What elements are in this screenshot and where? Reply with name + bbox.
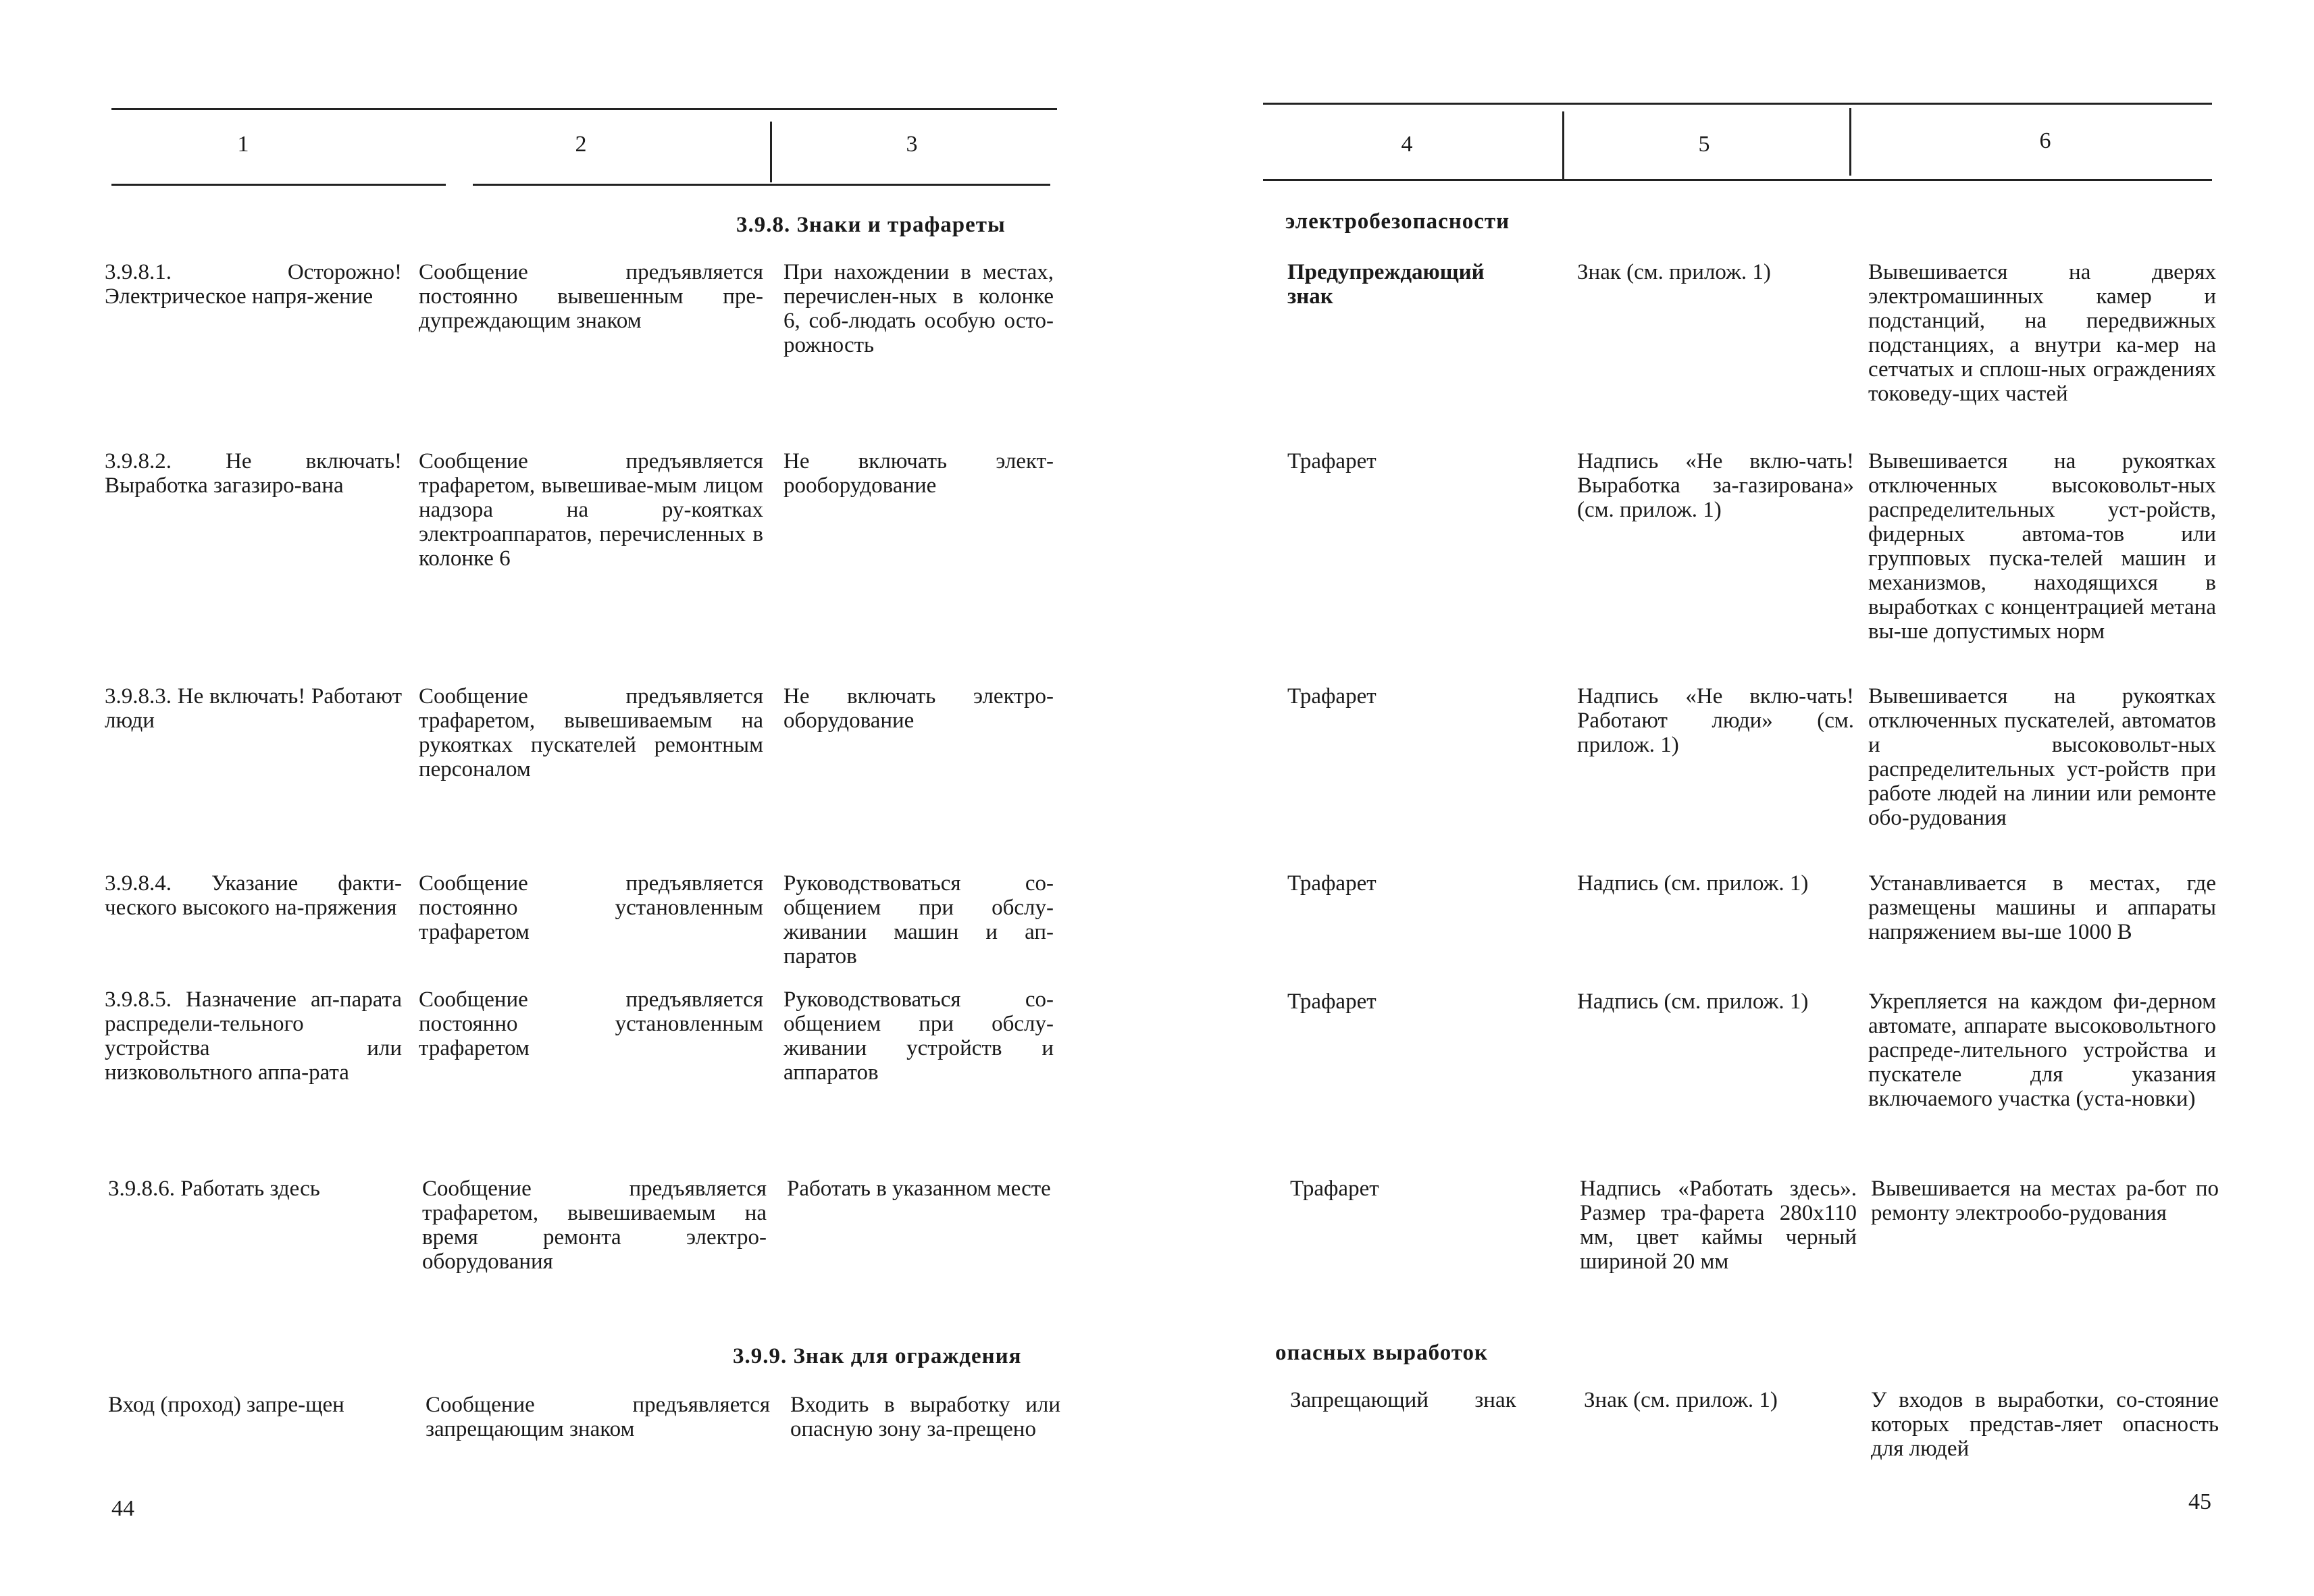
- column-number-3: 3: [906, 132, 918, 157]
- header-bottom-rule: [1263, 179, 2212, 181]
- table-cell-c4: Трафарет: [1290, 1177, 1379, 1201]
- table-cell-c3: Не включать электро-оборудование: [783, 684, 1054, 733]
- table-cell-c1: 3.9.8.3. Не включать! Работают люди: [105, 684, 402, 733]
- table-cell-c2: Сообщение предъявляется постоянно установленным трафаретом: [419, 987, 763, 1060]
- table-cell-c1: 3.9.8.6. Работать здесь: [108, 1177, 320, 1201]
- page-number: 44: [111, 1496, 134, 1521]
- table-cell-c6: Вывешивается на рукоятках отключенных пускателей, автоматов и высоковольт-ных распределительных уст-ройств при работе людей на линии или ремонте обо-рудования: [1868, 684, 2216, 830]
- table-cell-c3: Руководствоваться со-общением при обслу-живании устройств и аппаратов: [783, 987, 1054, 1085]
- table-cell-c4: Трафарет: [1287, 871, 1377, 896]
- table-cell-c3: При нахождении в местах, перечислен-ных в колонке 6, соб-людать особую осто-рожность: [783, 260, 1054, 357]
- table-top-rule: [1263, 103, 2212, 105]
- column-number-6: 6: [2039, 128, 2051, 153]
- table-cell-c3: Работать в указанном месте: [787, 1177, 1051, 1201]
- column-number-4: 4: [1401, 132, 1413, 157]
- column-divider: [1562, 111, 1564, 179]
- table-cell-c1: 3.9.8.4. Указание факти-ческого высокого на-пряжения: [105, 871, 402, 920]
- table-cell-c2: Сообщение предъявляется постоянно вывешенным пре-дупреждающим знаком: [419, 260, 763, 333]
- table-cell-c2: Сообщение предъявляется трафаретом, вывешиваемым на время ремонта электро-оборудования: [422, 1177, 767, 1274]
- section-heading: электробезопасности: [1285, 209, 1510, 234]
- table-cell-c1: 3.9.8.5. Назначение ап-парата распредели-тельного устройства или низковольтного аппа-рата: [105, 987, 402, 1085]
- table-cell-c6: Вывешивается на рукоятках отключенных высоковольт-ных распределительных уст-ройств, фидерных автома-тов или групповых пускa-телей машин и механизмов, находящихся в выработках с концентрацией метана вы-ше допустимых норм: [1868, 449, 2216, 644]
- table-cell-c1: 3.9.8.1. Осторожно! Электрическое напря-жение: [105, 260, 402, 309]
- table-cell-c6: Вывешивается на дверях электромашинных камер и подстанций, на передвижных подстанциях, а внутри ка-мер на сетчатых и сплош-ных ограждениях токоведу-щих частей: [1868, 260, 2216, 406]
- section-heading: 3.9.9. Знак для ограждения: [733, 1344, 1022, 1368]
- table-cell-c2: Сообщение предъявляется трафаретом, вывешиваемым на рукоятках пускателей ремонтным персоналом: [419, 684, 763, 781]
- table-cell-c4: Предупреждающий знак: [1287, 260, 1485, 309]
- column-number-5: 5: [1698, 132, 1710, 157]
- table-cell-c4: Трафарет: [1287, 989, 1377, 1014]
- right-page: [1157, 0, 2314, 1596]
- table-cell-c6: Вывешивается на местах ра-бот по ремонту электрообо-рудования: [1871, 1177, 2219, 1225]
- section-heading: 3.9.8. Знаки и трафареты: [736, 213, 1006, 237]
- table-cell-c5: Надпись «Работать здесь». Размер тра-фарета 280x110 мм, цвет каймы черный шириной 20 мм: [1580, 1177, 1857, 1274]
- table-cell-c3: Не включать элект-рооборудование: [783, 449, 1054, 498]
- table-cell-c2: Сообщение предъявляется трафаретом, вывешивае-мым лицом надзора на ру-коятках электроаппаратов, перечисленных в колонке 6: [419, 449, 763, 571]
- column-divider: [1849, 108, 1851, 176]
- table-cell-c2: Сообщение предъявляется постоянно установленным трафаретом: [419, 871, 763, 944]
- column-number-1: 1: [237, 132, 249, 157]
- table-cell-c5: Знак (см. прилож. 1): [1577, 260, 1771, 284]
- table-cell-c1: Вход (проход) запре-щен: [108, 1393, 344, 1417]
- table-cell-c1: 3.9.8.2. Не включать! Выработка загазиро-вана: [105, 449, 402, 498]
- column-divider: [770, 122, 772, 182]
- table-cell-c5: Надпись «Не вклю-чать! Выработка за-газирована» (см. прилож. 1): [1577, 449, 1854, 522]
- section-heading: опасных выработок: [1275, 1341, 1489, 1365]
- page-number: 45: [2188, 1489, 2211, 1514]
- table-cell-c5: Надпись «Не вклю-чать! Работают люди» (см. прилож. 1): [1577, 684, 1854, 757]
- table-cell-c4: Запрещающий знак: [1290, 1388, 1516, 1412]
- column-number-2: 2: [575, 132, 587, 157]
- table-cell-c6: Устанавливается в местах, где размещены машины и аппараты напряжением вы-ше 1000 В: [1868, 871, 2216, 944]
- table-cell-c6: У входов в выработки, со-стояние которых представ-ляет опасность для людей: [1871, 1388, 2219, 1461]
- table-cell-c4: Трафарет: [1287, 449, 1377, 473]
- table-cell-c3: Руководствоваться со-общением при обслу-живании машин и ап-паратов: [783, 871, 1054, 969]
- header-bottom-rule: [473, 184, 1050, 186]
- table-cell-c6: Укрепляется на каждом фи-дерном автомате, аппарате высоковольтного распреде-лительного устройства и пускателе для указания включаемого участка (уста-новки): [1868, 989, 2216, 1111]
- table-cell-c5: Надпись (см. прилож. 1): [1577, 989, 1809, 1014]
- table-cell-c3: Входить в выработку или опасную зону за-прещено: [790, 1393, 1060, 1441]
- table-cell-c5: Надпись (см. прилож. 1): [1577, 871, 1809, 896]
- header-bottom-rule: [111, 184, 446, 186]
- table-cell-c5: Знак (см. прилож. 1): [1584, 1388, 1778, 1412]
- table-cell-c4: Трафарет: [1287, 684, 1377, 709]
- table-top-rule: [111, 108, 1057, 110]
- table-cell-c2: Сообщение предъявляется запрещающим знаком: [426, 1393, 770, 1441]
